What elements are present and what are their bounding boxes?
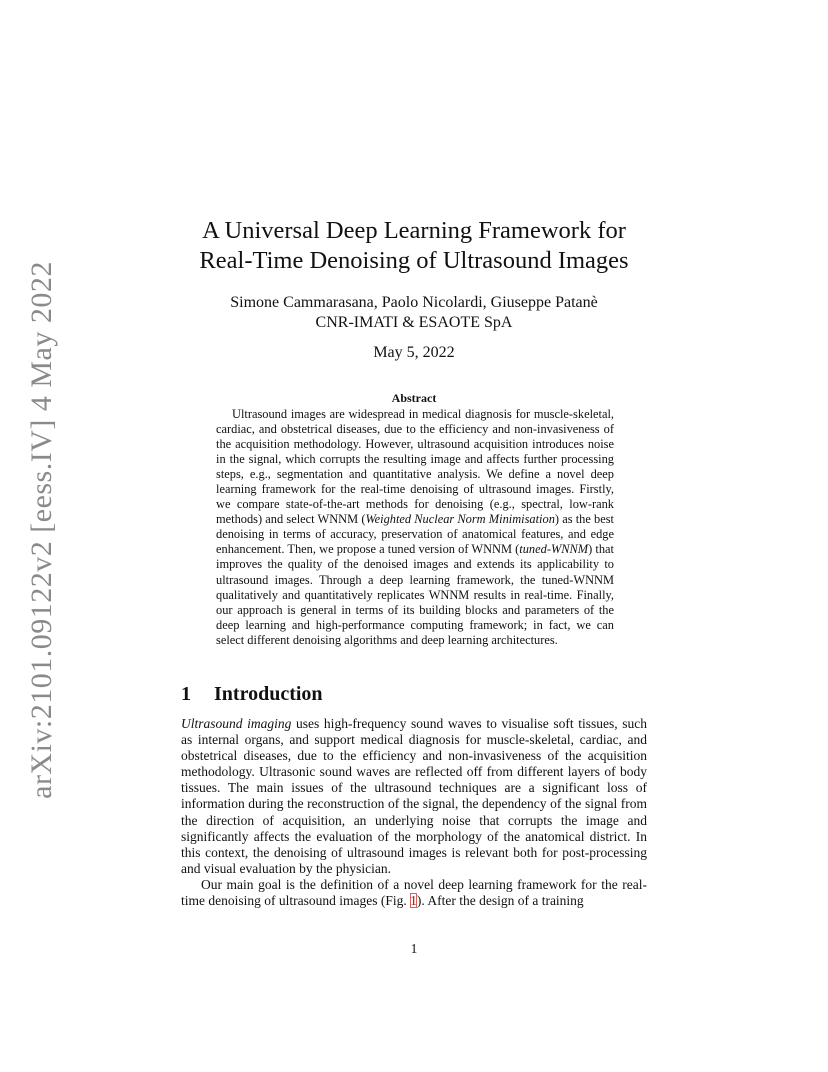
title-line-1: A Universal Deep Learning Framework for bbox=[202, 217, 626, 244]
affiliation: CNR-IMATI & ESAOTE SpA bbox=[315, 314, 513, 331]
abstract-part-3: ) that improves the quality of the denoised images and extends its applicability to ultrasound images. Through a deep learning framework, the tuned-WNNM qualitatively and quantitatively replicates WNNM results in real-time. Finally, our approach is general in terms of its building blocks and parameters of the deep learning and high-performance computing framework; in fact, we can select different denoising algorithms and deep learning architectures. bbox=[216, 542, 614, 647]
abstract-heading: Abstract bbox=[391, 391, 437, 405]
intro-paragraph-2 bbox=[181, 877, 647, 909]
intro-paragraph-1 bbox=[181, 716, 647, 877]
arxiv-identifier: arXiv:2101.09122v2 [eess.IV] 4 May 2022 bbox=[25, 261, 58, 799]
intro-paragraph-2-after: ). After the design of a training bbox=[416, 893, 584, 909]
paper-title bbox=[181, 216, 647, 276]
abstract-part-1: Ultrasound images are widespread in medical diagnosis for muscle-skeletal, cardiac, and obstetrical diseases, due to the efficiency and non-invasiveness of the acquisition methodology. However, ultrasound acquisition introduces noise in the signal, which corrupts the resulting image and affects further processing steps, e.g., segmentation and quantitative analysis. We define a novel deep learning framework for the real-time denoising of ultrasound images. Firstly, we compare state-of-the-art methods for denoising (e.g., spectral, low-rank methods) and select WNNM ( bbox=[216, 407, 614, 527]
page-number: 1 bbox=[410, 941, 418, 956]
section-number: 1 bbox=[181, 683, 191, 705]
author-names: Simone Cammarasana, Paolo Nicolardi, Giuseppe Patanè bbox=[230, 294, 598, 311]
title-line-2: Real-Time Denoising of Ultrasound Images bbox=[199, 247, 629, 274]
publication-date: May 5, 2022 bbox=[373, 344, 455, 361]
abstract-part-2: ) as the best denoising in terms of accuracy, preservation of anatomical features, and edge enhancement. Then, we propose a tuned version of WNNM ( bbox=[216, 512, 614, 557]
abstract-text bbox=[216, 407, 614, 648]
author-block bbox=[181, 293, 647, 333]
figure-reference-link[interactable]: 1 bbox=[410, 893, 417, 909]
intro-emphasis: Ultrasound imaging bbox=[181, 716, 292, 731]
abstract-emphasis-2: tuned-WNNM bbox=[519, 542, 589, 557]
section-title: Introduction bbox=[214, 683, 323, 705]
intro-paragraph-2-before: Our main goal is the definition of a novel deep learning framework for the real-time denoising of ultrasound images (Fig. bbox=[181, 876, 647, 909]
section-heading bbox=[181, 683, 323, 706]
abstract-emphasis-1: Weighted Nuclear Norm Minimisation bbox=[365, 512, 555, 527]
intro-paragraph-1-text: uses high-frequency sound waves to visualise soft tissues, such as internal organs, and support medical diagnosis for muscle-skeletal, cardiac, and obstetrical diseases, due to the efficiency and non-invasiveness of the acquisition methodology. Ultrasonic sound waves are reflected off from different layers of body tissues. The main issues of the ultrasound techniques are a significant loss of information during the reconstruction of the signal, the dependency of the signal from the direction of acquisition, an underlying noise that corrupts the image and significantly affects the evaluation of the morphology of the anatomical district. In this context, the denoising of ultrasound images is relevant both for post-processing and visual evaluation by the physician. bbox=[181, 716, 647, 876]
introduction-body bbox=[181, 716, 647, 909]
